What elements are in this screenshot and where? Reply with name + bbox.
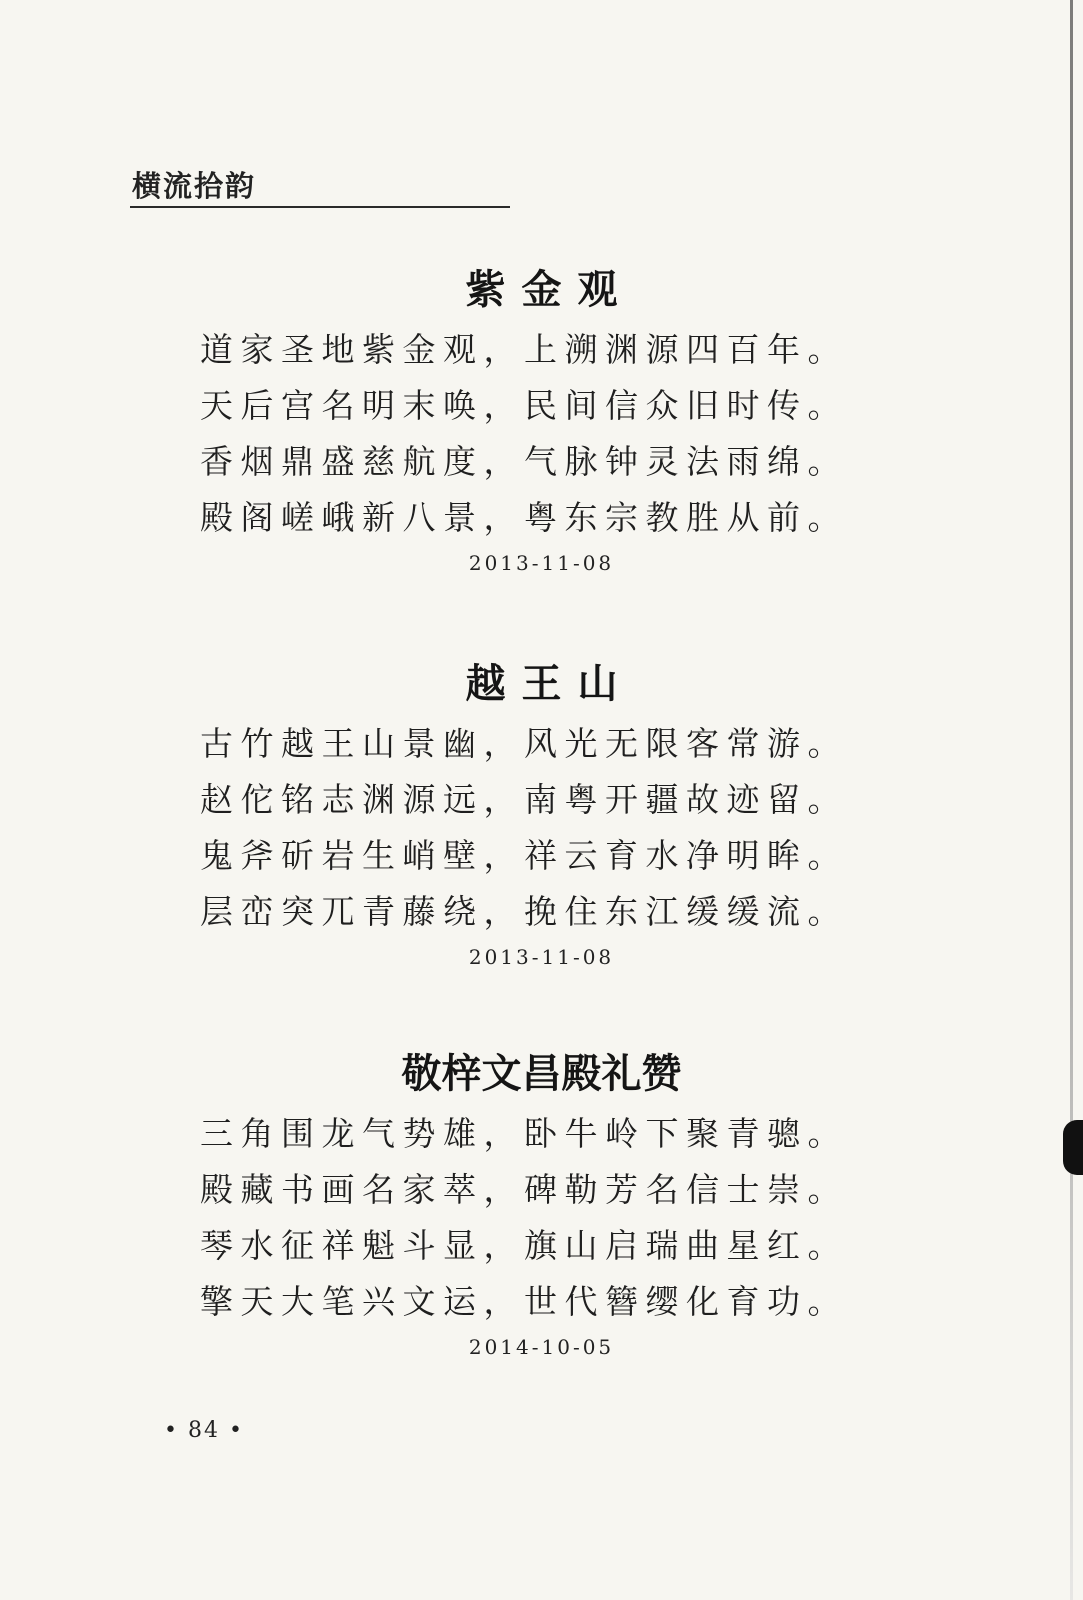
poem-line: 鬼斧斫岩生峭壁，祥云育水净明眸。 bbox=[200, 836, 848, 875]
page-number: • 84 • bbox=[164, 1418, 244, 1443]
poem-line: 道家圣地紫金观，上溯渊源四百年。 bbox=[200, 330, 848, 369]
poem-line: 赵佗铭志渊源远，南粤开疆故迹留。 bbox=[200, 780, 848, 819]
poem-zijinguan bbox=[0, 262, 1083, 580]
poem-line: 香烟鼎盛慈航度，气脉钟灵法雨绵。 bbox=[200, 442, 848, 481]
poem-lines bbox=[0, 1106, 1083, 1330]
poem-title: 紫金观 bbox=[465, 266, 634, 313]
poem-line: 殿阁嵯峨新八景，粤东宗教胜从前。 bbox=[200, 498, 848, 537]
poem-line: 古竹越王山景幽，风光无限客常游。 bbox=[200, 724, 848, 763]
poem-title: 敬梓文昌殿礼赞 bbox=[401, 1050, 682, 1097]
poem-date: 2013-11-08 bbox=[468, 551, 615, 575]
poem-date: 2013-11-08 bbox=[468, 945, 615, 969]
running-head-text: 横流拾韵 bbox=[132, 169, 257, 203]
poem-lines bbox=[0, 322, 1083, 546]
poem-yuewangshan bbox=[0, 656, 1083, 974]
poem-line: 擎天大笔兴文运，世代簪缨化育功。 bbox=[200, 1282, 848, 1321]
poem-line: 天后宫名明末唤，民间信众旧时传。 bbox=[200, 386, 848, 425]
poem-title: 越王山 bbox=[465, 660, 634, 707]
poem-line: 三角围龙气势雄，卧牛岭下聚青骢。 bbox=[200, 1114, 848, 1153]
poem-lines bbox=[0, 716, 1083, 940]
poem-date: 2014-10-05 bbox=[468, 1335, 615, 1359]
running-head bbox=[130, 160, 510, 208]
poem-line: 琴水征祥魁斗显，旗山启瑞曲星红。 bbox=[200, 1226, 848, 1265]
poem-line: 层峦突兀青藤绕，挽住东江缓缓流。 bbox=[200, 892, 848, 931]
poem-line: 殿藏书画名家萃，碑勒芳名信士崇。 bbox=[200, 1170, 848, 1209]
poem-wenchangdian bbox=[0, 1046, 1083, 1364]
